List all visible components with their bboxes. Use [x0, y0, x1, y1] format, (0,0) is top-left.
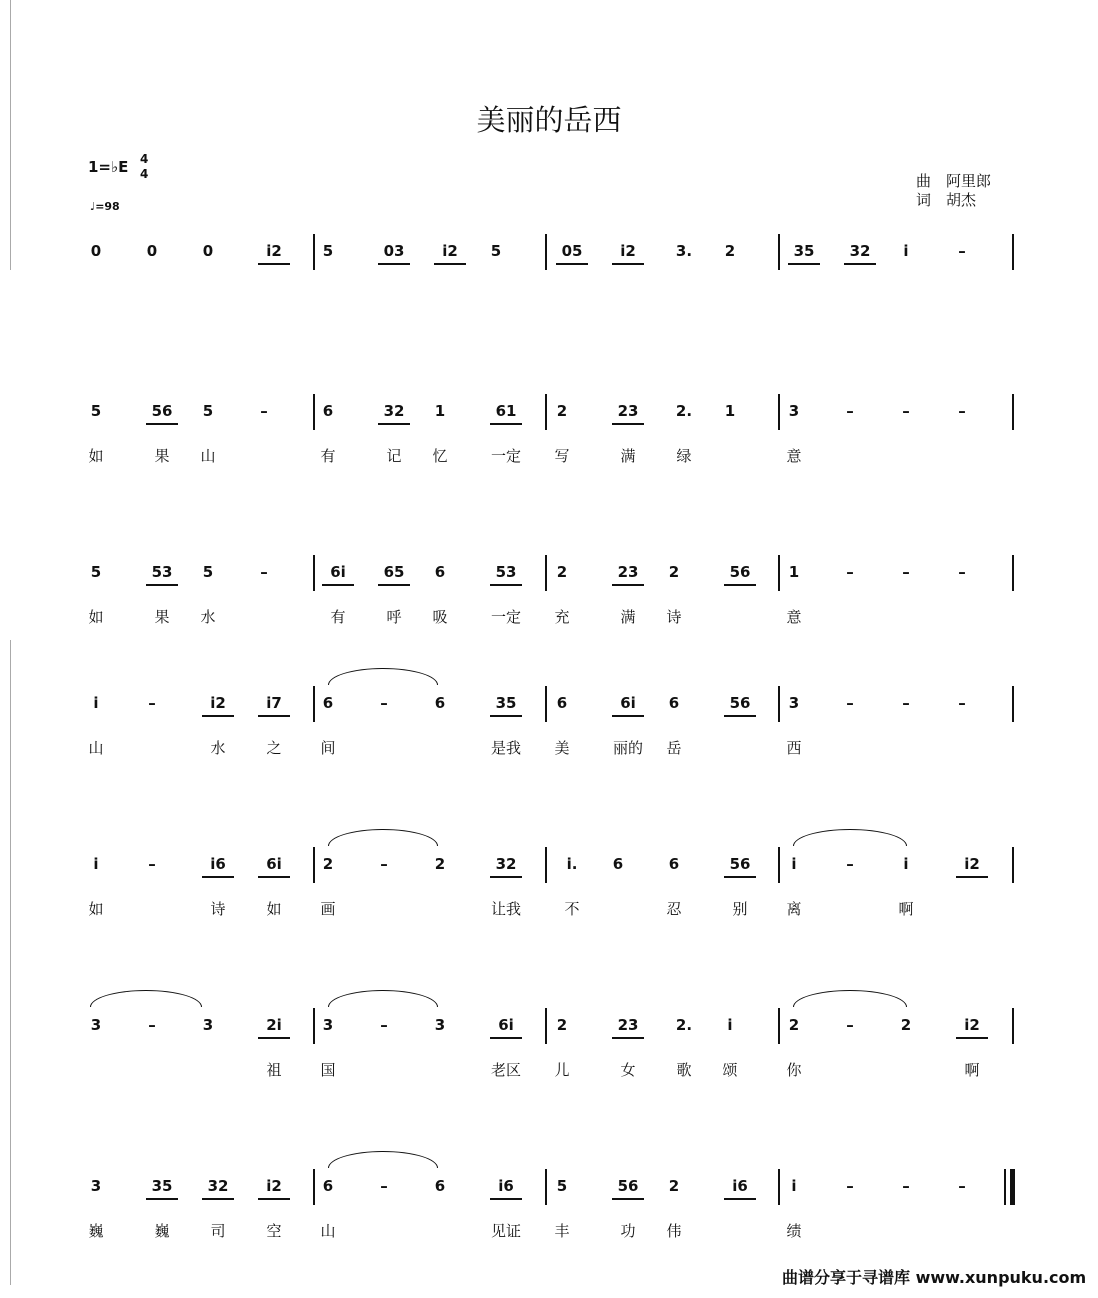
note: 23: [617, 563, 639, 581]
note: –: [958, 402, 966, 420]
beam-underline: [956, 876, 988, 878]
lyric: 诗: [210, 900, 226, 918]
note: 2: [556, 563, 568, 581]
note: –: [148, 1016, 156, 1034]
note: 0: [90, 242, 102, 260]
barline: [778, 234, 780, 270]
lyric: 让我: [490, 900, 522, 918]
note: 5: [490, 242, 502, 260]
beam-underline: [202, 1198, 234, 1200]
note: i: [791, 1177, 797, 1195]
tie-slur: [328, 990, 438, 1007]
beam-underline: [146, 584, 178, 586]
note: 6: [322, 402, 334, 420]
lyric: 一定: [490, 608, 522, 626]
note: –: [846, 402, 854, 420]
lyric: 水: [210, 739, 226, 757]
note: i2: [620, 242, 636, 260]
note: 53: [151, 563, 173, 581]
note: –: [846, 694, 854, 712]
note: –: [260, 402, 268, 420]
note: –: [846, 855, 854, 873]
barline: [778, 1169, 780, 1205]
note: –: [148, 694, 156, 712]
note: i2: [964, 855, 980, 873]
note: 5: [90, 402, 102, 420]
note: 65: [383, 563, 405, 581]
note: 56: [151, 402, 173, 420]
note: i6: [210, 855, 226, 873]
lyric: 山: [200, 447, 216, 465]
lyric: 间: [320, 739, 336, 757]
note: –: [260, 563, 268, 581]
note: –: [902, 1177, 910, 1195]
beam-underline: [146, 1198, 178, 1200]
note: 6: [434, 1177, 446, 1195]
lyric: 功: [620, 1222, 636, 1240]
note: 5: [90, 563, 102, 581]
score-line: [0, 242, 1098, 352]
barline: [778, 686, 780, 722]
note: i2: [964, 1016, 980, 1034]
lyric: 满: [620, 608, 636, 626]
note: 2: [556, 402, 568, 420]
barline: [313, 234, 315, 270]
lyric: 歌: [676, 1061, 692, 1079]
note: 23: [617, 402, 639, 420]
beam-underline: [490, 1198, 522, 1200]
note: 05: [561, 242, 583, 260]
note: –: [958, 694, 966, 712]
lyric: 伟: [666, 1222, 682, 1240]
note: i6: [732, 1177, 748, 1195]
note: 35: [151, 1177, 173, 1195]
note: –: [902, 694, 910, 712]
barline: [313, 394, 315, 430]
beam-underline: [724, 715, 756, 717]
note: –: [846, 1016, 854, 1034]
lyric: 啊: [964, 1061, 980, 1079]
lyric: 写: [554, 447, 570, 465]
note: 5: [556, 1177, 568, 1195]
barline: [545, 1008, 547, 1044]
barline: [545, 847, 547, 883]
lyric: 颂: [722, 1061, 738, 1079]
note: –: [958, 1177, 966, 1195]
note: i6: [498, 1177, 514, 1195]
lyric: 记: [386, 447, 402, 465]
barline: [1012, 555, 1014, 591]
lyric: 之: [266, 739, 282, 757]
note: 6: [668, 694, 680, 712]
tie-slur: [328, 1151, 438, 1168]
note: i.: [566, 855, 578, 873]
note: 56: [729, 694, 751, 712]
barline: [545, 686, 547, 722]
beam-underline: [258, 876, 290, 878]
lyric: 国: [320, 1061, 336, 1079]
time-top: 4: [140, 152, 149, 166]
beam-underline: [724, 1198, 756, 1200]
barline: [545, 555, 547, 591]
note: 35: [495, 694, 517, 712]
lyric: 果: [154, 447, 170, 465]
song-title: 美丽的岳西: [476, 103, 622, 137]
lyric: 如: [88, 900, 104, 918]
note: 6: [668, 855, 680, 873]
note: 35: [793, 242, 815, 260]
note: 6i: [498, 1016, 514, 1034]
beam-underline: [490, 423, 522, 425]
note: 3: [434, 1016, 446, 1034]
note: 6: [434, 694, 446, 712]
barline: [1010, 1169, 1015, 1205]
lyric: 是我: [490, 739, 522, 757]
lyric: 充: [554, 608, 570, 626]
note: 6: [322, 694, 334, 712]
beam-underline: [724, 584, 756, 586]
note: i7: [266, 694, 282, 712]
note: –: [380, 1016, 388, 1034]
note: 3: [788, 402, 800, 420]
note: –: [958, 242, 966, 260]
barline: [778, 847, 780, 883]
note: 61: [495, 402, 517, 420]
beam-underline: [378, 423, 410, 425]
lyric: 果: [154, 608, 170, 626]
lyric: 如: [88, 447, 104, 465]
note: i2: [210, 694, 226, 712]
lyric: 吸: [432, 608, 448, 626]
lyric: 儿: [554, 1061, 570, 1079]
lyric: 诗: [666, 608, 682, 626]
barline: [545, 394, 547, 430]
barline: [313, 1008, 315, 1044]
note: 5: [322, 242, 334, 260]
score-line: [0, 563, 1098, 673]
note: –: [846, 563, 854, 581]
beam-underline: [724, 876, 756, 878]
note: 2: [900, 1016, 912, 1034]
note: 6: [434, 563, 446, 581]
note: 0: [202, 242, 214, 260]
lyric: 有: [330, 608, 346, 626]
note: i: [791, 855, 797, 873]
beam-underline: [788, 263, 820, 265]
lyric: 山: [88, 739, 104, 757]
beam-underline: [258, 263, 290, 265]
key-signature: 1=♭E: [88, 158, 129, 176]
lyric: 老区: [490, 1061, 522, 1079]
lyric: 西: [786, 739, 802, 757]
lyric: 忍: [666, 900, 682, 918]
lyric: 你: [786, 1061, 802, 1079]
lyric: 如: [88, 608, 104, 626]
lyric: 司: [210, 1222, 226, 1240]
barline: [778, 1008, 780, 1044]
beam-underline: [612, 263, 644, 265]
lyric: 巍: [88, 1222, 104, 1240]
lyric: 丽的: [612, 739, 644, 757]
time-signature: [140, 152, 148, 182]
note: i2: [442, 242, 458, 260]
lyric: 意: [786, 608, 802, 626]
barline: [1012, 1008, 1014, 1044]
beam-underline: [202, 715, 234, 717]
barline: [313, 686, 315, 722]
barline: [545, 234, 547, 270]
lyric: 丰: [554, 1222, 570, 1240]
note: i: [727, 1016, 733, 1034]
note: i: [903, 242, 909, 260]
note: 2i: [266, 1016, 282, 1034]
note: 2: [668, 563, 680, 581]
note: 2: [322, 855, 334, 873]
barline: [1012, 686, 1014, 722]
note: 56: [729, 855, 751, 873]
note: 3.: [675, 242, 693, 260]
note: 2: [724, 242, 736, 260]
beam-underline: [556, 263, 588, 265]
beam-underline: [490, 1037, 522, 1039]
note: 2.: [675, 402, 693, 420]
tie-slur: [793, 990, 907, 1007]
beam-underline: [378, 584, 410, 586]
note: 2.: [675, 1016, 693, 1034]
beam-underline: [146, 423, 178, 425]
lyric: 水: [200, 608, 216, 626]
barline: [313, 1169, 315, 1205]
beam-underline: [612, 1198, 644, 1200]
lyric: 如: [266, 900, 282, 918]
lyric: 呼: [386, 608, 402, 626]
lyric: 啊: [898, 900, 914, 918]
beam-underline: [258, 1198, 290, 1200]
lyricist-credit: 词 胡杰: [916, 191, 977, 209]
note: i2: [266, 242, 282, 260]
lyric: 空: [266, 1222, 282, 1240]
note: i: [93, 855, 99, 873]
time-bottom: 4: [140, 167, 149, 181]
lyric: 山: [320, 1222, 336, 1240]
note: 56: [729, 563, 751, 581]
lyric: 绩: [786, 1222, 802, 1240]
lyric: 画: [320, 900, 336, 918]
credits: [916, 172, 991, 210]
note: 3: [90, 1016, 102, 1034]
lyric: 巍: [154, 1222, 170, 1240]
beam-underline: [202, 876, 234, 878]
beam-underline: [844, 263, 876, 265]
note: 32: [849, 242, 871, 260]
note: 6: [322, 1177, 334, 1195]
beam-underline: [258, 715, 290, 717]
note: i: [903, 855, 909, 873]
note: 53: [495, 563, 517, 581]
beam-underline: [490, 715, 522, 717]
composer-credit: 曲 阿里郎: [916, 172, 992, 190]
note: 3: [90, 1177, 102, 1195]
lyric: 不: [564, 900, 580, 918]
note: 6: [556, 694, 568, 712]
note: 6: [612, 855, 624, 873]
tie-slur: [793, 829, 907, 846]
score-line: [0, 694, 1098, 804]
lyric: 别: [732, 900, 748, 918]
beam-underline: [612, 584, 644, 586]
lyric: 意: [786, 447, 802, 465]
beam-underline: [612, 423, 644, 425]
score-line: [0, 1016, 1098, 1126]
final-barline: [1004, 1169, 1006, 1205]
note: –: [846, 1177, 854, 1195]
lyric: 一定: [490, 447, 522, 465]
beam-underline: [378, 263, 410, 265]
site-footer: 曲谱分享于寻谱库 www.xunpuku.com: [782, 1268, 1087, 1287]
barline: [778, 394, 780, 430]
note: –: [380, 1177, 388, 1195]
beam-underline: [956, 1037, 988, 1039]
note: 6i: [266, 855, 282, 873]
beam-underline: [612, 715, 644, 717]
note: 6i: [330, 563, 346, 581]
barline: [778, 555, 780, 591]
note: 5: [202, 402, 214, 420]
note: 56: [617, 1177, 639, 1195]
note: 3: [322, 1016, 334, 1034]
beam-underline: [258, 1037, 290, 1039]
note: 0: [146, 242, 158, 260]
note: –: [380, 855, 388, 873]
barline: [1012, 234, 1014, 270]
lyric: 祖: [266, 1061, 282, 1079]
score-line: [0, 855, 1098, 965]
lyric: 岳: [666, 739, 682, 757]
note: –: [902, 563, 910, 581]
lyric: 绿: [676, 447, 692, 465]
note: –: [380, 694, 388, 712]
note: 32: [495, 855, 517, 873]
lyric: 见证: [490, 1222, 522, 1240]
barline: [545, 1169, 547, 1205]
beam-underline: [490, 584, 522, 586]
note: 2: [788, 1016, 800, 1034]
note: 32: [207, 1177, 229, 1195]
barline: [1012, 847, 1014, 883]
note: i: [93, 694, 99, 712]
tie-slur: [90, 990, 202, 1007]
barline: [313, 555, 315, 591]
beam-underline: [434, 263, 466, 265]
note: 03: [383, 242, 405, 260]
tempo-mark: ♩=98: [90, 200, 120, 213]
lyric: 满: [620, 447, 636, 465]
score-line: [0, 402, 1098, 512]
note: 3: [788, 694, 800, 712]
lyric: 美: [554, 739, 570, 757]
note: 2: [556, 1016, 568, 1034]
beam-underline: [612, 1037, 644, 1039]
note: i2: [266, 1177, 282, 1195]
note: 1: [434, 402, 446, 420]
note: 23: [617, 1016, 639, 1034]
lyric: 有: [320, 447, 336, 465]
tie-slur: [328, 829, 438, 846]
note: 5: [202, 563, 214, 581]
barline: [1012, 394, 1014, 430]
barline: [313, 847, 315, 883]
lyric: 离: [786, 900, 802, 918]
lyric: 忆: [432, 447, 448, 465]
beam-underline: [490, 876, 522, 878]
note: –: [958, 563, 966, 581]
note: 2: [668, 1177, 680, 1195]
note: –: [148, 855, 156, 873]
note: 6i: [620, 694, 636, 712]
lyric: 女: [620, 1061, 636, 1079]
note: 32: [383, 402, 405, 420]
note: 3: [202, 1016, 214, 1034]
note: 1: [724, 402, 736, 420]
note: –: [902, 402, 910, 420]
beam-underline: [322, 584, 354, 586]
note: 1: [788, 563, 800, 581]
note: 2: [434, 855, 446, 873]
